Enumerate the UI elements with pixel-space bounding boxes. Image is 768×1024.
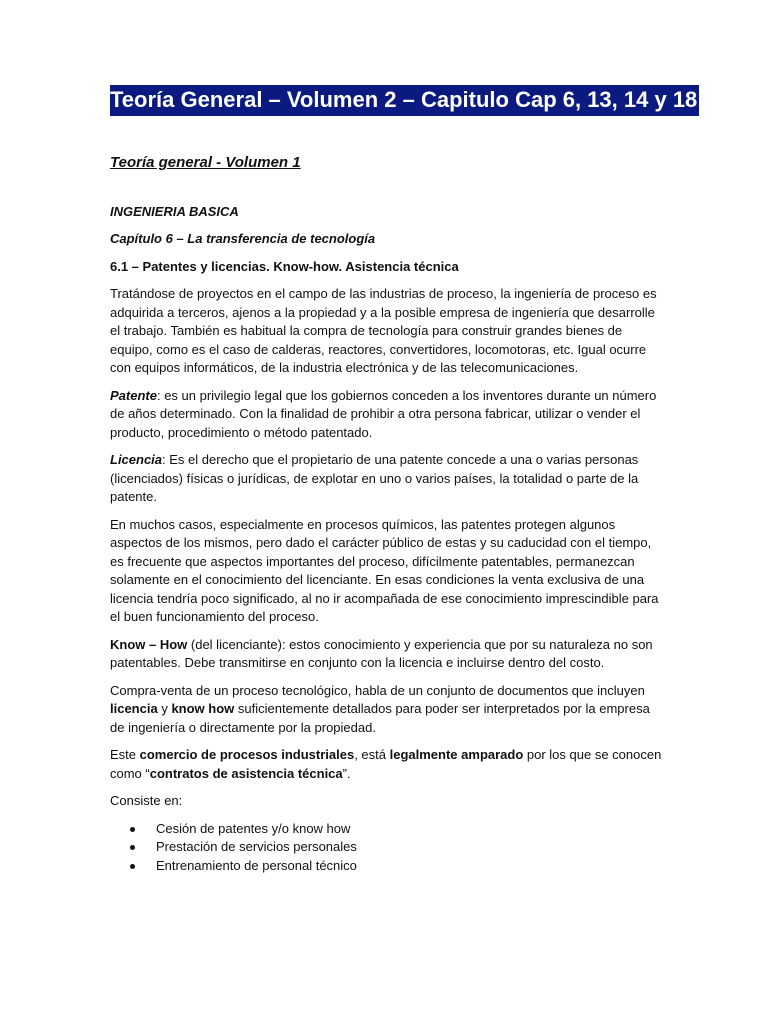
- compraventa-knowhow: know how: [171, 701, 235, 716]
- compraventa-paragraph: [110, 682, 662, 738]
- knowhow-definition: (del licenciante): estos conocimiento y experiencia que por su naturaleza no son patentables. Debe transmitirse en conjunto con la licencia e incluirse dentro del costo.: [110, 636, 653, 670]
- compraventa-licencia: licencia: [110, 701, 158, 716]
- muchos-casos-paragraph: En muchos casos, especialmente en procesos químicos, las patentes protegen algunos aspectos de los mismos, pero dado el carácter público de estas y su caducidad con el tiempo, es frecuente que aspectos importantes del proceso, difícilmente patentables, permanezcan solamente en el conocimiento del licenciante. En esas condiciones la venta exclusiva de una licencia tendría poco significado, al no ir acompañada de ese conocimiento imprescindible para el buen funcionamiento del proceso.: [110, 516, 659, 624]
- bullet-icon: [130, 864, 135, 869]
- knowhow-term: Know – How: [110, 636, 188, 652]
- comercio-text-1: Este: [110, 747, 140, 762]
- bullet-icon: [130, 845, 135, 850]
- list-item-text: Entrenamiento de personal técnico: [156, 857, 357, 873]
- comercio-text-3: por los que se conocen como “: [110, 747, 662, 781]
- list-item: [110, 857, 662, 876]
- compraventa-text-3: suficientemente detallados para poder ser interpretados por la empresa de ingeniería o directamente por la propiedad.: [110, 701, 650, 735]
- intro-paragraph: Tratándose de proyectos en el campo de las industrias de proceso, la ingeniería de proceso es adquirida a terceros, ajenos a la propiedad y a la posible empresa de ingeniería que desarrolle el trabajo. También es habitual la compra de tecnología para construir grandes bienes de equipo, como es el caso de calderas, reactores, convertidores, locomotoras, etc. Igual ocurre con equipos informáticos, de la industria electrónica y de las telecomunicaciones.: [110, 286, 657, 375]
- volume-title: Teoría general - Volumen 1: [110, 154, 301, 171]
- compraventa-text-2: y: [157, 701, 172, 716]
- document-title: Teoría General – Volumen 2 – Capitulo Cap 6, 13, 14 y 18: [110, 85, 699, 116]
- document-body: [110, 85, 698, 875]
- list-item: [110, 820, 662, 839]
- patente-term: Patente: [110, 387, 157, 403]
- chapter-heading: Capítulo 6 – La transferencia de tecnología: [110, 231, 376, 246]
- section-heading: 6.1 – Patentes y licencias. Know-how. Asistencia técnica: [110, 258, 459, 274]
- licencia-paragraph: [110, 451, 662, 507]
- comercio-amparado: legalmente amparado: [389, 747, 524, 762]
- comercio-procesos: comercio de procesos industriales: [139, 747, 355, 762]
- compraventa-text-1: Compra-venta de un proceso tecnológico, habla de un conjunto de documentos que incluyen: [110, 682, 645, 698]
- comercio-contratos: contratos de asistencia técnica: [149, 765, 343, 781]
- ingenieria-basica-heading: INGENIERIA BASICA: [110, 203, 239, 219]
- bullet-icon: [130, 827, 135, 832]
- list-item: [110, 838, 662, 857]
- licencia-term: Licencia: [110, 452, 163, 467]
- comercio-paragraph: [110, 746, 662, 783]
- licencia-definition: : Es el derecho que el propietario de una patente concede a una o varias personas (licenciados) físicas o jurídicas, de explotar en uno o varios países, la totalidad o parte de la patente.: [110, 452, 639, 504]
- patente-definition: : es un privilegio legal que los gobiernos conceden a los inventores durante un número de años determinado. Con la finalidad de prohibir a otra persona fabricar, utilizar o vender el producto, procedimiento o método patentado.: [110, 387, 657, 440]
- knowhow-paragraph: [110, 636, 662, 673]
- patente-paragraph: [110, 387, 662, 443]
- consiste-en-list: [110, 820, 662, 876]
- comercio-text-2: , está: [354, 747, 390, 762]
- list-item-text: Cesión de patentes y/o know how: [156, 820, 351, 836]
- list-item-text: Prestación de servicios personales: [156, 839, 357, 854]
- comercio-text-4: ”.: [342, 765, 351, 781]
- consiste-en-label: Consiste en:: [110, 793, 183, 808]
